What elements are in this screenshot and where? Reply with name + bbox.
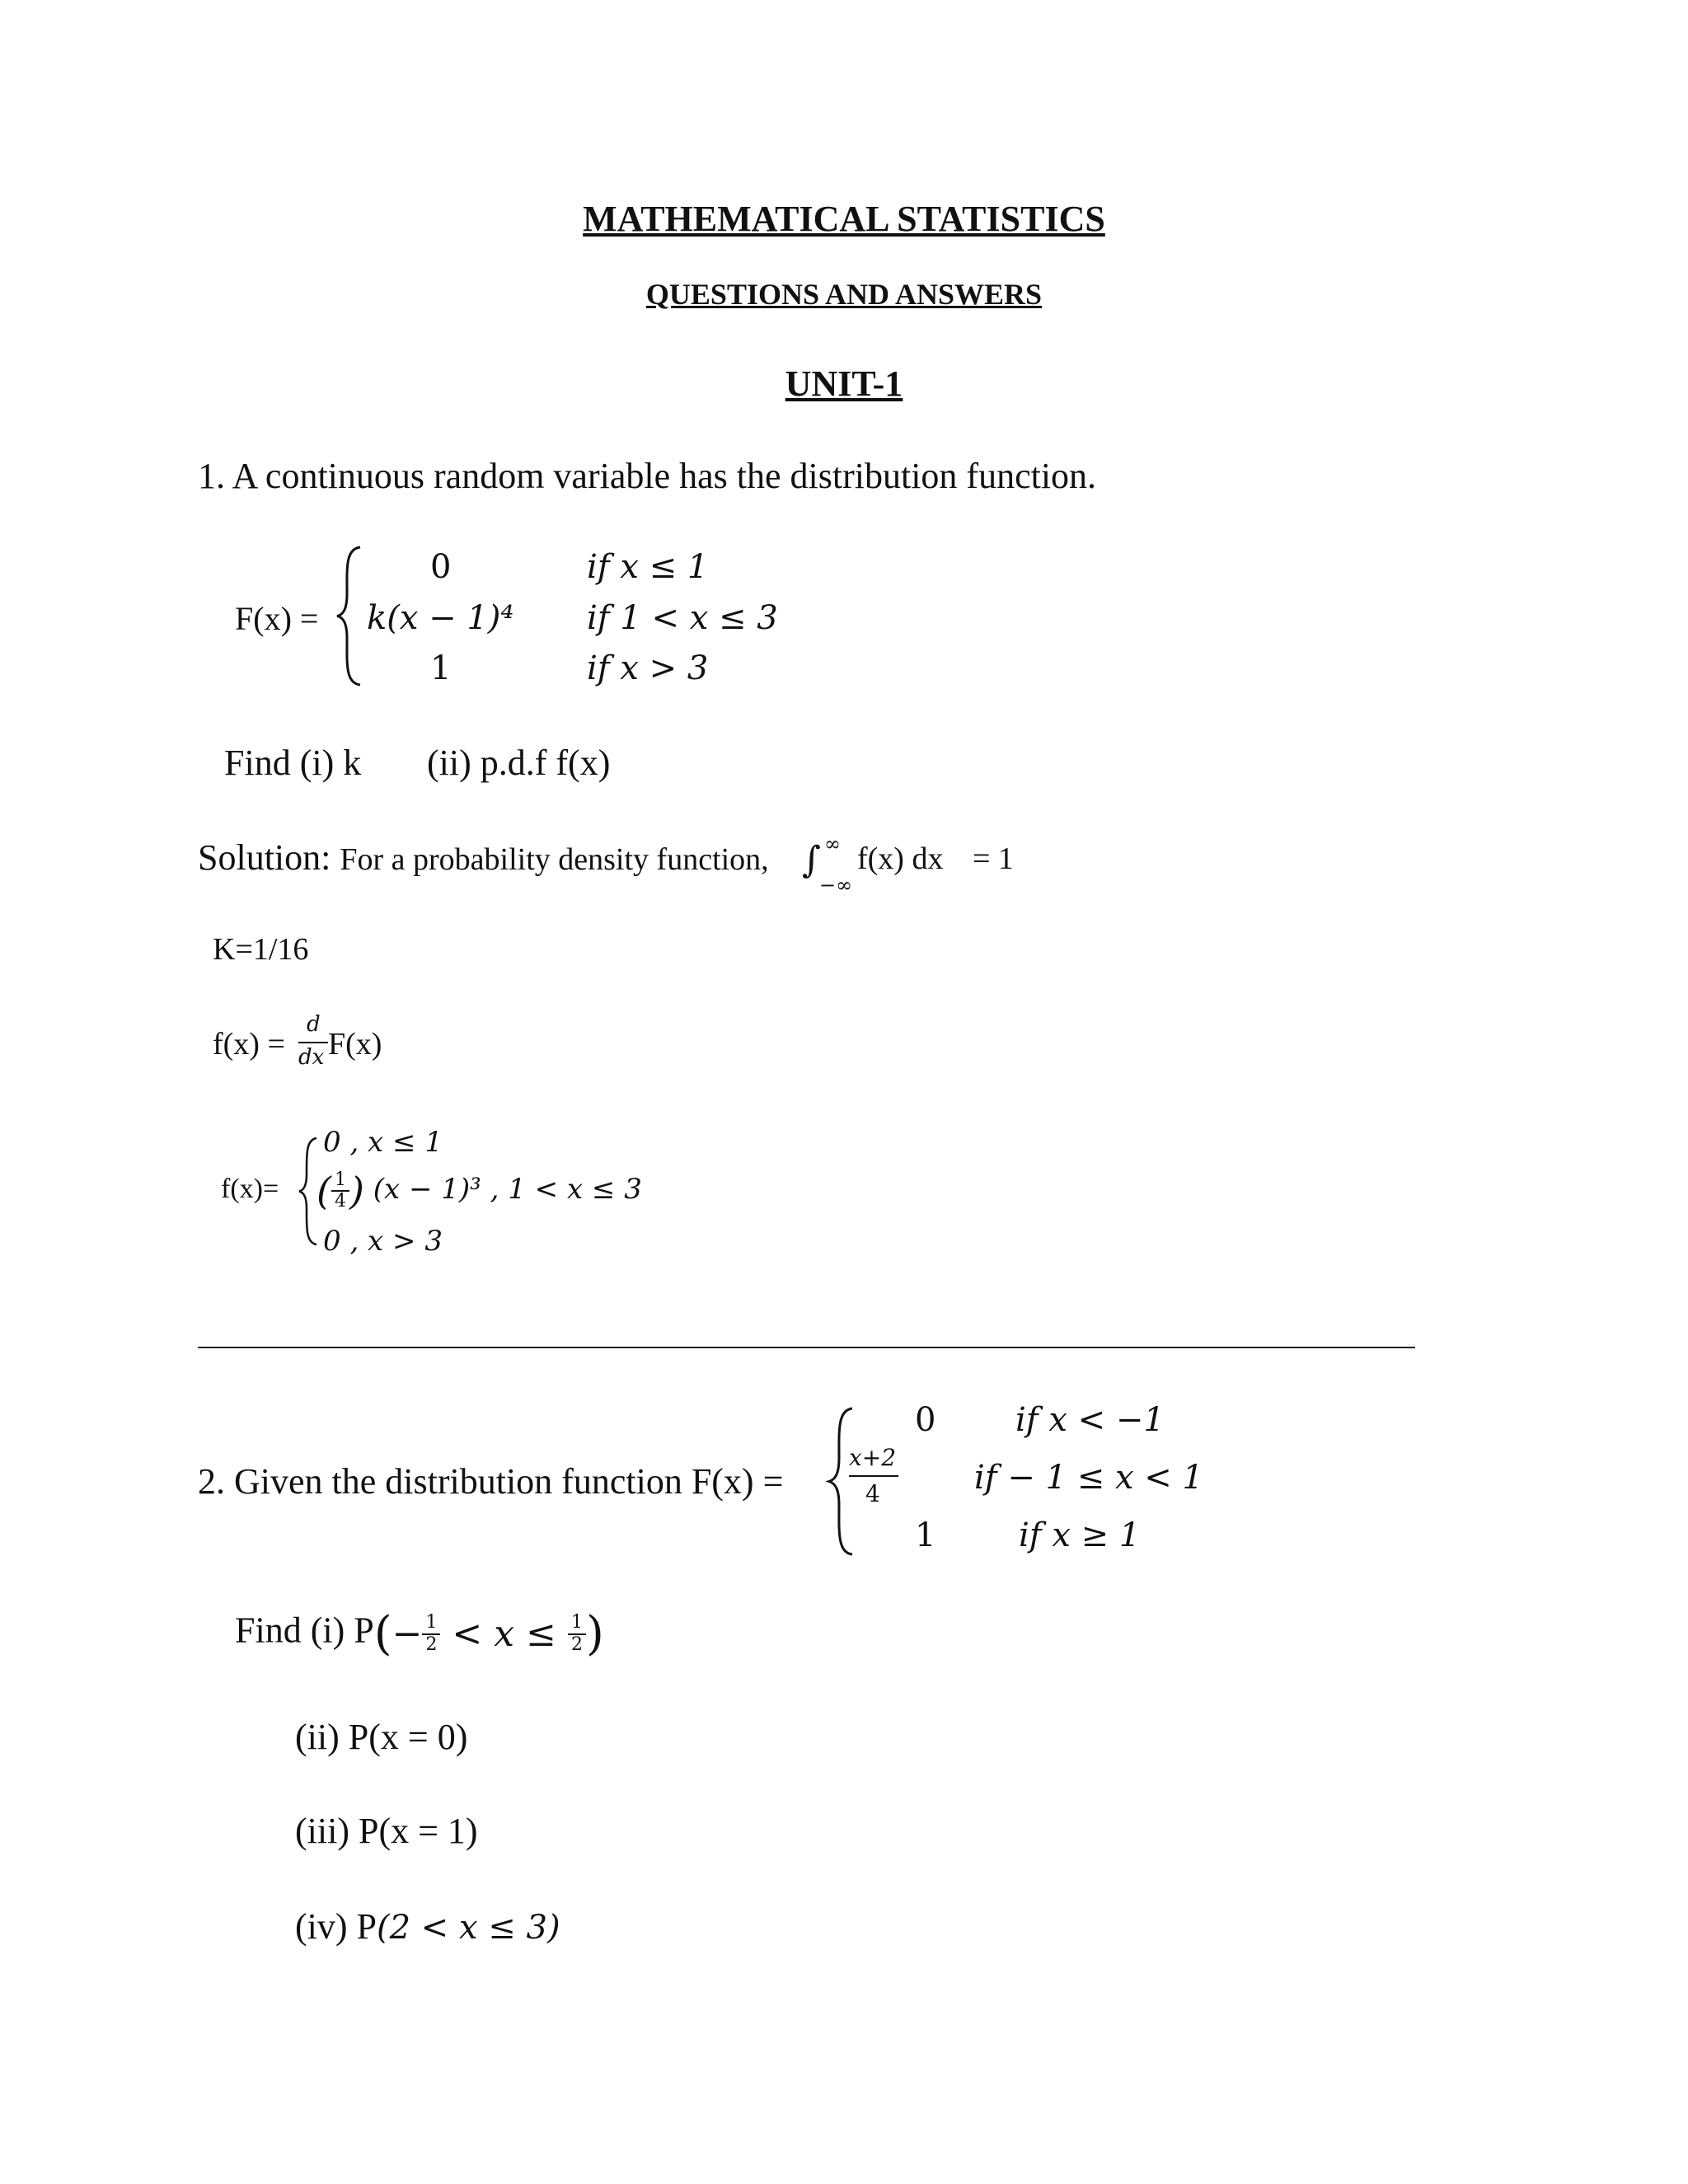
pdf-case1: 0 , x ≤ 1 [323, 1126, 443, 1159]
integral-sign: ∫ [802, 839, 821, 881]
q2-frac-b-den: 2 [570, 1633, 583, 1655]
q2-case3-expr: 1 [915, 1516, 936, 1554]
unit-heading: UNIT-1 [785, 363, 903, 404]
q2-case2-num: x+2 [849, 1444, 897, 1471]
q1-case3-cond: if x > 3 [587, 649, 709, 687]
q2-case3-cond: if x ≥ 1 [1019, 1516, 1141, 1554]
q1-cdf-brace [334, 544, 367, 688]
q2-case2-bar [849, 1475, 898, 1477]
q2-case1-expr: 0 [915, 1401, 936, 1439]
pdf-case3: 0 , x > 3 [323, 1225, 443, 1258]
q1-case2-expr: k(x − 1)⁴ [367, 599, 514, 637]
q2-case1-cond: if x < −1 [1015, 1401, 1165, 1439]
document-title: MATHEMATICAL STATISTICS [583, 199, 1105, 239]
q2-find-iv [295, 1905, 560, 1947]
solution-label: Solution: [198, 837, 331, 878]
question-1-statement: 1. A continuous random variable has the distribution function. [198, 456, 1097, 496]
pdf-coef-den: 4 [334, 1191, 346, 1212]
q2-find-iii: (iii) P(x = 1) [295, 1811, 478, 1851]
pdf-case2: ( $\frac{1}{4}$ ) (x − 1)³ , 1 < x ≤ 3 [316, 1169, 642, 1213]
q2-frac-a-den: 2 [425, 1633, 438, 1655]
q1-case1-cond: if x ≤ 1 [587, 548, 709, 586]
integral-integrand: f(x) dx [857, 841, 944, 876]
derivative-dx: dx [298, 1045, 325, 1070]
integral-upper-limit: ∞ [824, 832, 841, 855]
q2-find-ii: (ii) P(x = 0) [295, 1717, 468, 1757]
q1-case2-cond: if 1 < x ≤ 3 [587, 599, 778, 637]
q2-find-i-prefix: Find (i) P [235, 1610, 374, 1651]
q1-case1-expr: 0 [430, 548, 452, 586]
q2-find-iv-math: (2 < x ≤ 3) [377, 1909, 560, 1947]
q2-case2-den: 4 [865, 1480, 880, 1507]
q1-find-k: Find (i) k [224, 743, 362, 783]
derivative-bar [298, 1042, 328, 1043]
q1-find-pdf: (ii) p.d.f f(x) [427, 743, 611, 783]
q2-frac-b-num: 1 [568, 1613, 586, 1634]
q1-case3-expr: 1 [430, 649, 452, 687]
pdf-lhs: f(x)= [221, 1174, 279, 1204]
q2-find-iv-prefix: (iv) P [295, 1906, 377, 1947]
q2-find-i: Find (i) P(− $\frac{1}{2}$ < x ≤ $\frac{1}{2}$ ) [235, 1607, 604, 1661]
q2-case2-cond: if − 1 ≤ x < 1 [974, 1459, 1203, 1497]
document-subtitle: QUESTIONS AND ANSWERS [645, 278, 1043, 311]
pdf-coef-num: 1 [331, 1170, 349, 1192]
derivative-d: d [307, 1012, 321, 1037]
integral-rhs: = 1 [973, 841, 1014, 876]
solution-line [198, 837, 769, 879]
q1-cdf-lhs: F(x) = [235, 600, 319, 637]
question-2-statement: 2. Given the distribution function F(x) = [198, 1461, 784, 1502]
section-divider [198, 1347, 1415, 1348]
pdf-case2-expr: (x − 1)³ , 1 < x ≤ 3 [373, 1173, 642, 1206]
q2-frac-a-num: 1 [422, 1613, 440, 1634]
derivative-lhs: f(x) = [213, 1027, 285, 1062]
k-value: K=1/16 [213, 932, 309, 967]
q2-cdf-brace [826, 1405, 859, 1558]
solution-text: For a probability density function, [340, 842, 769, 877]
integral-lower-limit: −∞ [819, 874, 853, 897]
derivative-rhs: F(x) [328, 1027, 382, 1062]
